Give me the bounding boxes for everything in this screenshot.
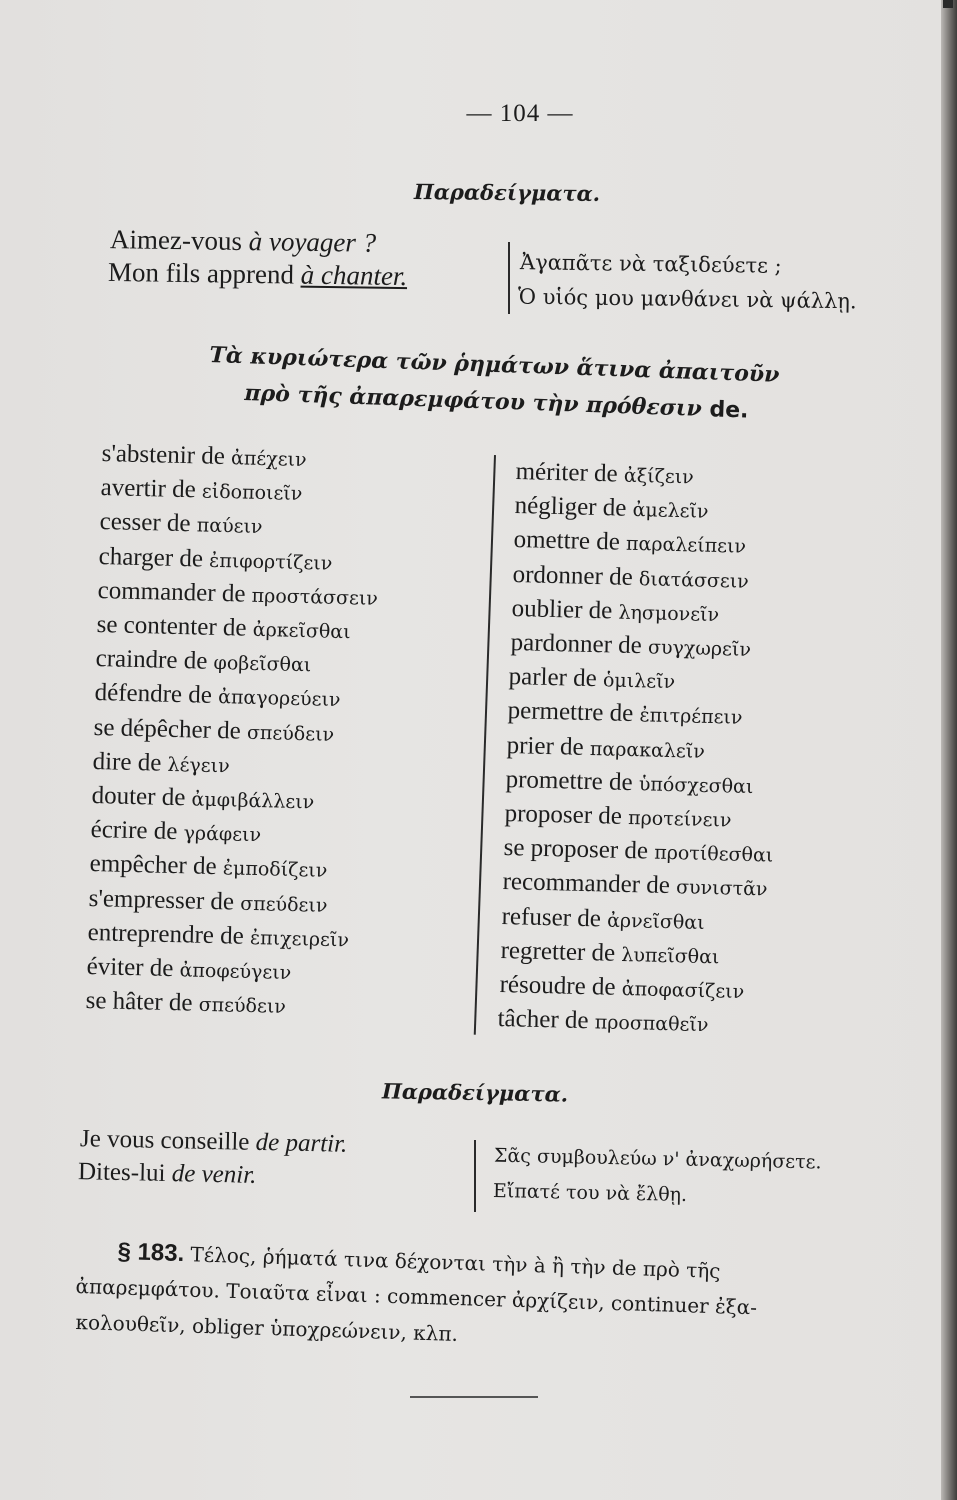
verb-french: parler de <box>508 663 598 693</box>
example-fr-1: Aimez-vous à voyager ? <box>109 224 377 258</box>
verb-french: dire de <box>92 747 162 777</box>
right-verb-row <box>512 561 749 595</box>
verb-french: cesser de <box>99 508 191 538</box>
verb-greek: προσπαθεῖν <box>594 1011 710 1037</box>
right-verb-row <box>503 834 773 869</box>
left-verb-row <box>95 645 311 678</box>
verb-greek: ἐπιχειρεῖν <box>249 926 350 952</box>
verb-french: proposer de <box>504 800 623 830</box>
verb-french: se dépêcher de <box>93 713 242 745</box>
verb-greek: συγχωρεῖν <box>647 636 751 661</box>
left-verb-row <box>88 885 327 919</box>
paragraph-183-line1: § 183. Τέλος, ῥήματά τινα δέχονται τὴν à ἢ τὴν de πρὸ τῆς <box>117 1238 721 1283</box>
verb-greek: ὁμιλεῖν <box>603 669 676 694</box>
page-number: — 104 — <box>466 100 574 127</box>
verb-greek: ὑπόσχεσθαι <box>638 773 754 798</box>
left-verb-row <box>91 782 314 815</box>
verb-french: commander de <box>97 576 246 608</box>
verb-greek: γράφειν <box>183 822 262 847</box>
verb-greek: ἀξίζειν <box>623 464 695 489</box>
right-verb-row <box>511 595 719 628</box>
right-verb-row <box>501 903 705 936</box>
left-verb-row <box>93 714 334 748</box>
section-heading-line1: Τὰ κυριώτερα τῶν ῥημάτων ἅτινα ἀπαιτοῦν <box>209 342 780 388</box>
verb-french: permettre de <box>507 697 634 728</box>
verb-french: se contenter de <box>96 611 247 642</box>
verb-french: défendre de <box>94 679 213 710</box>
verb-french: refuser de <box>501 902 601 933</box>
verb-french: regretter de <box>499 936 616 967</box>
verb-french: éviter de <box>86 953 174 983</box>
verb-greek: ἀρκεῖσθαι <box>252 618 351 644</box>
verb-greek: ἐπιτρέπειν <box>639 704 744 730</box>
example-fr-4: Dites-lui de venir. <box>77 1158 257 1189</box>
verb-greek: ἀπέχειν <box>230 447 307 472</box>
footer-rule <box>410 1396 538 1398</box>
verb-greek: ἀπαγορεύειν <box>217 686 341 712</box>
column-divider-verbs <box>474 455 496 1035</box>
verb-greek: λυπεῖσθαι <box>620 943 720 969</box>
examples-title-top: Παραδείγματα. <box>413 179 601 206</box>
verb-french: mériter de <box>515 458 619 488</box>
example-gr-1: Ἀγαπᾶτε νὰ ταξιδεύετε ; <box>519 250 782 278</box>
left-verb-row <box>100 474 302 507</box>
left-verb-row <box>85 987 286 1020</box>
example-fr-2: Mon fils apprend à chanter. <box>107 256 408 292</box>
verb-french: entreprendre de <box>87 918 245 950</box>
left-verb-row <box>87 919 349 953</box>
right-verb-row <box>514 492 709 525</box>
left-verb-row <box>99 508 263 540</box>
paragraph-183-line2: ἀπαρεμφάτου. Τοιαῦτα εἶναι : commencer ἀρχίζειν, continuer ἐξα- <box>75 1273 758 1320</box>
verb-greek: εἰδοποιεῖν <box>201 480 303 506</box>
right-verb-row <box>500 937 719 970</box>
verb-greek: προτίθεσθαι <box>653 841 774 867</box>
example-gr-2: Ὁ υἱός μου μανθάνει νὰ ψάλλῃ. <box>517 284 857 314</box>
left-verb-row <box>89 850 327 884</box>
example-gr-3: Σᾶς συμβουλεύω ν' ἀναχωρήσετε. <box>493 1144 822 1174</box>
verb-french: tâcher de <box>497 1005 590 1035</box>
column-divider-bottom <box>474 1140 476 1212</box>
verb-greek: σπεύδειν <box>240 892 328 917</box>
verb-greek: παραλείπειν <box>625 533 747 559</box>
right-verb-row <box>498 1005 709 1038</box>
verb-french: écrire de <box>90 816 178 846</box>
verb-french: pardonner de <box>509 629 642 660</box>
verb-greek: ἐπιφορτίζειν <box>208 549 333 575</box>
verb-greek: λησμονεῖν <box>617 601 719 626</box>
verb-greek: συνιστᾶν <box>675 876 768 901</box>
verb-french: oublier de <box>510 594 613 625</box>
left-verb-row <box>90 816 261 848</box>
verb-greek: σπεύδειν <box>246 721 335 746</box>
left-verb-row <box>86 953 291 986</box>
left-verb-row <box>98 543 332 577</box>
verb-french: s'abstenir de <box>101 440 226 471</box>
paragraph-183-line3: κολουθεῖν, obliger ὑποχρεώνειν, κλπ. <box>75 1309 459 1347</box>
verb-greek: λέγειν <box>167 753 230 778</box>
right-verb-row <box>510 629 751 663</box>
page-spine-shadow <box>941 0 957 1500</box>
verb-french: douter de <box>91 782 186 812</box>
verb-french: omettre de <box>513 526 620 556</box>
verb-french: promettre de <box>505 765 634 796</box>
right-verb-row <box>502 868 768 902</box>
verb-greek: ἐμποδίζειν <box>222 857 328 883</box>
verb-greek: ἀποφασίζειν <box>621 977 744 1003</box>
verb-french: charger de <box>98 542 204 573</box>
verb-french: empêcher de <box>89 850 217 881</box>
left-verb-row <box>101 440 307 473</box>
right-verb-row <box>505 766 753 800</box>
left-verb-row <box>96 611 351 645</box>
verb-greek: παύειν <box>196 514 263 539</box>
right-verb-row <box>507 732 706 765</box>
left-verb-row <box>94 679 341 713</box>
right-verb-row <box>515 458 694 490</box>
examples-title-bottom: Παραδείγματα. <box>381 1078 569 1107</box>
verb-greek: φοβεῖσθαι <box>213 652 312 677</box>
verb-french: recommander de <box>502 868 671 900</box>
verb-french: se hâter de <box>85 987 193 1017</box>
verb-french: résoudre de <box>498 971 616 1001</box>
verb-french: s'empresser de <box>88 884 235 916</box>
right-verb-row <box>509 663 676 695</box>
example-gr-4: Εἴπατέ του νὰ ἔλθῃ. <box>492 1179 688 1207</box>
verb-greek: σπεύδειν <box>198 993 287 1019</box>
verb-french: avertir de <box>100 474 197 504</box>
right-verb-row <box>504 800 731 834</box>
verb-greek: ἀρνεῖσθαι <box>606 909 705 934</box>
right-verb-row <box>499 971 744 1005</box>
right-verb-row <box>508 697 743 731</box>
example-fr-3: Je vous conseille de partir. <box>79 1125 348 1158</box>
verb-greek: διατάσσειν <box>638 567 749 593</box>
verb-greek: ἀποφεύγειν <box>179 959 292 984</box>
verb-greek: ἀμφιβάλλειν <box>191 788 315 814</box>
verb-french: craindre de <box>95 645 208 675</box>
verb-french: prier de <box>506 731 585 761</box>
left-verb-row <box>97 577 378 612</box>
column-divider-top <box>508 242 510 314</box>
verb-greek: προστάσσειν <box>251 584 379 610</box>
right-verb-row <box>513 526 746 560</box>
verb-greek: ἀμελεῖν <box>632 499 709 523</box>
section-heading-line2: πρὸ τῆς ἀπαρεμφάτου τὴν πρόθεσιν de. <box>244 380 749 424</box>
verb-greek: προτείνειν <box>627 807 732 832</box>
verb-greek: παρακαλεῖν <box>589 737 706 763</box>
spine-mark <box>943 0 953 8</box>
verb-french: se proposer de <box>503 834 649 865</box>
left-verb-row <box>92 748 230 779</box>
verb-french: négliger de <box>514 492 627 522</box>
verb-french: ordonner de <box>512 560 633 591</box>
